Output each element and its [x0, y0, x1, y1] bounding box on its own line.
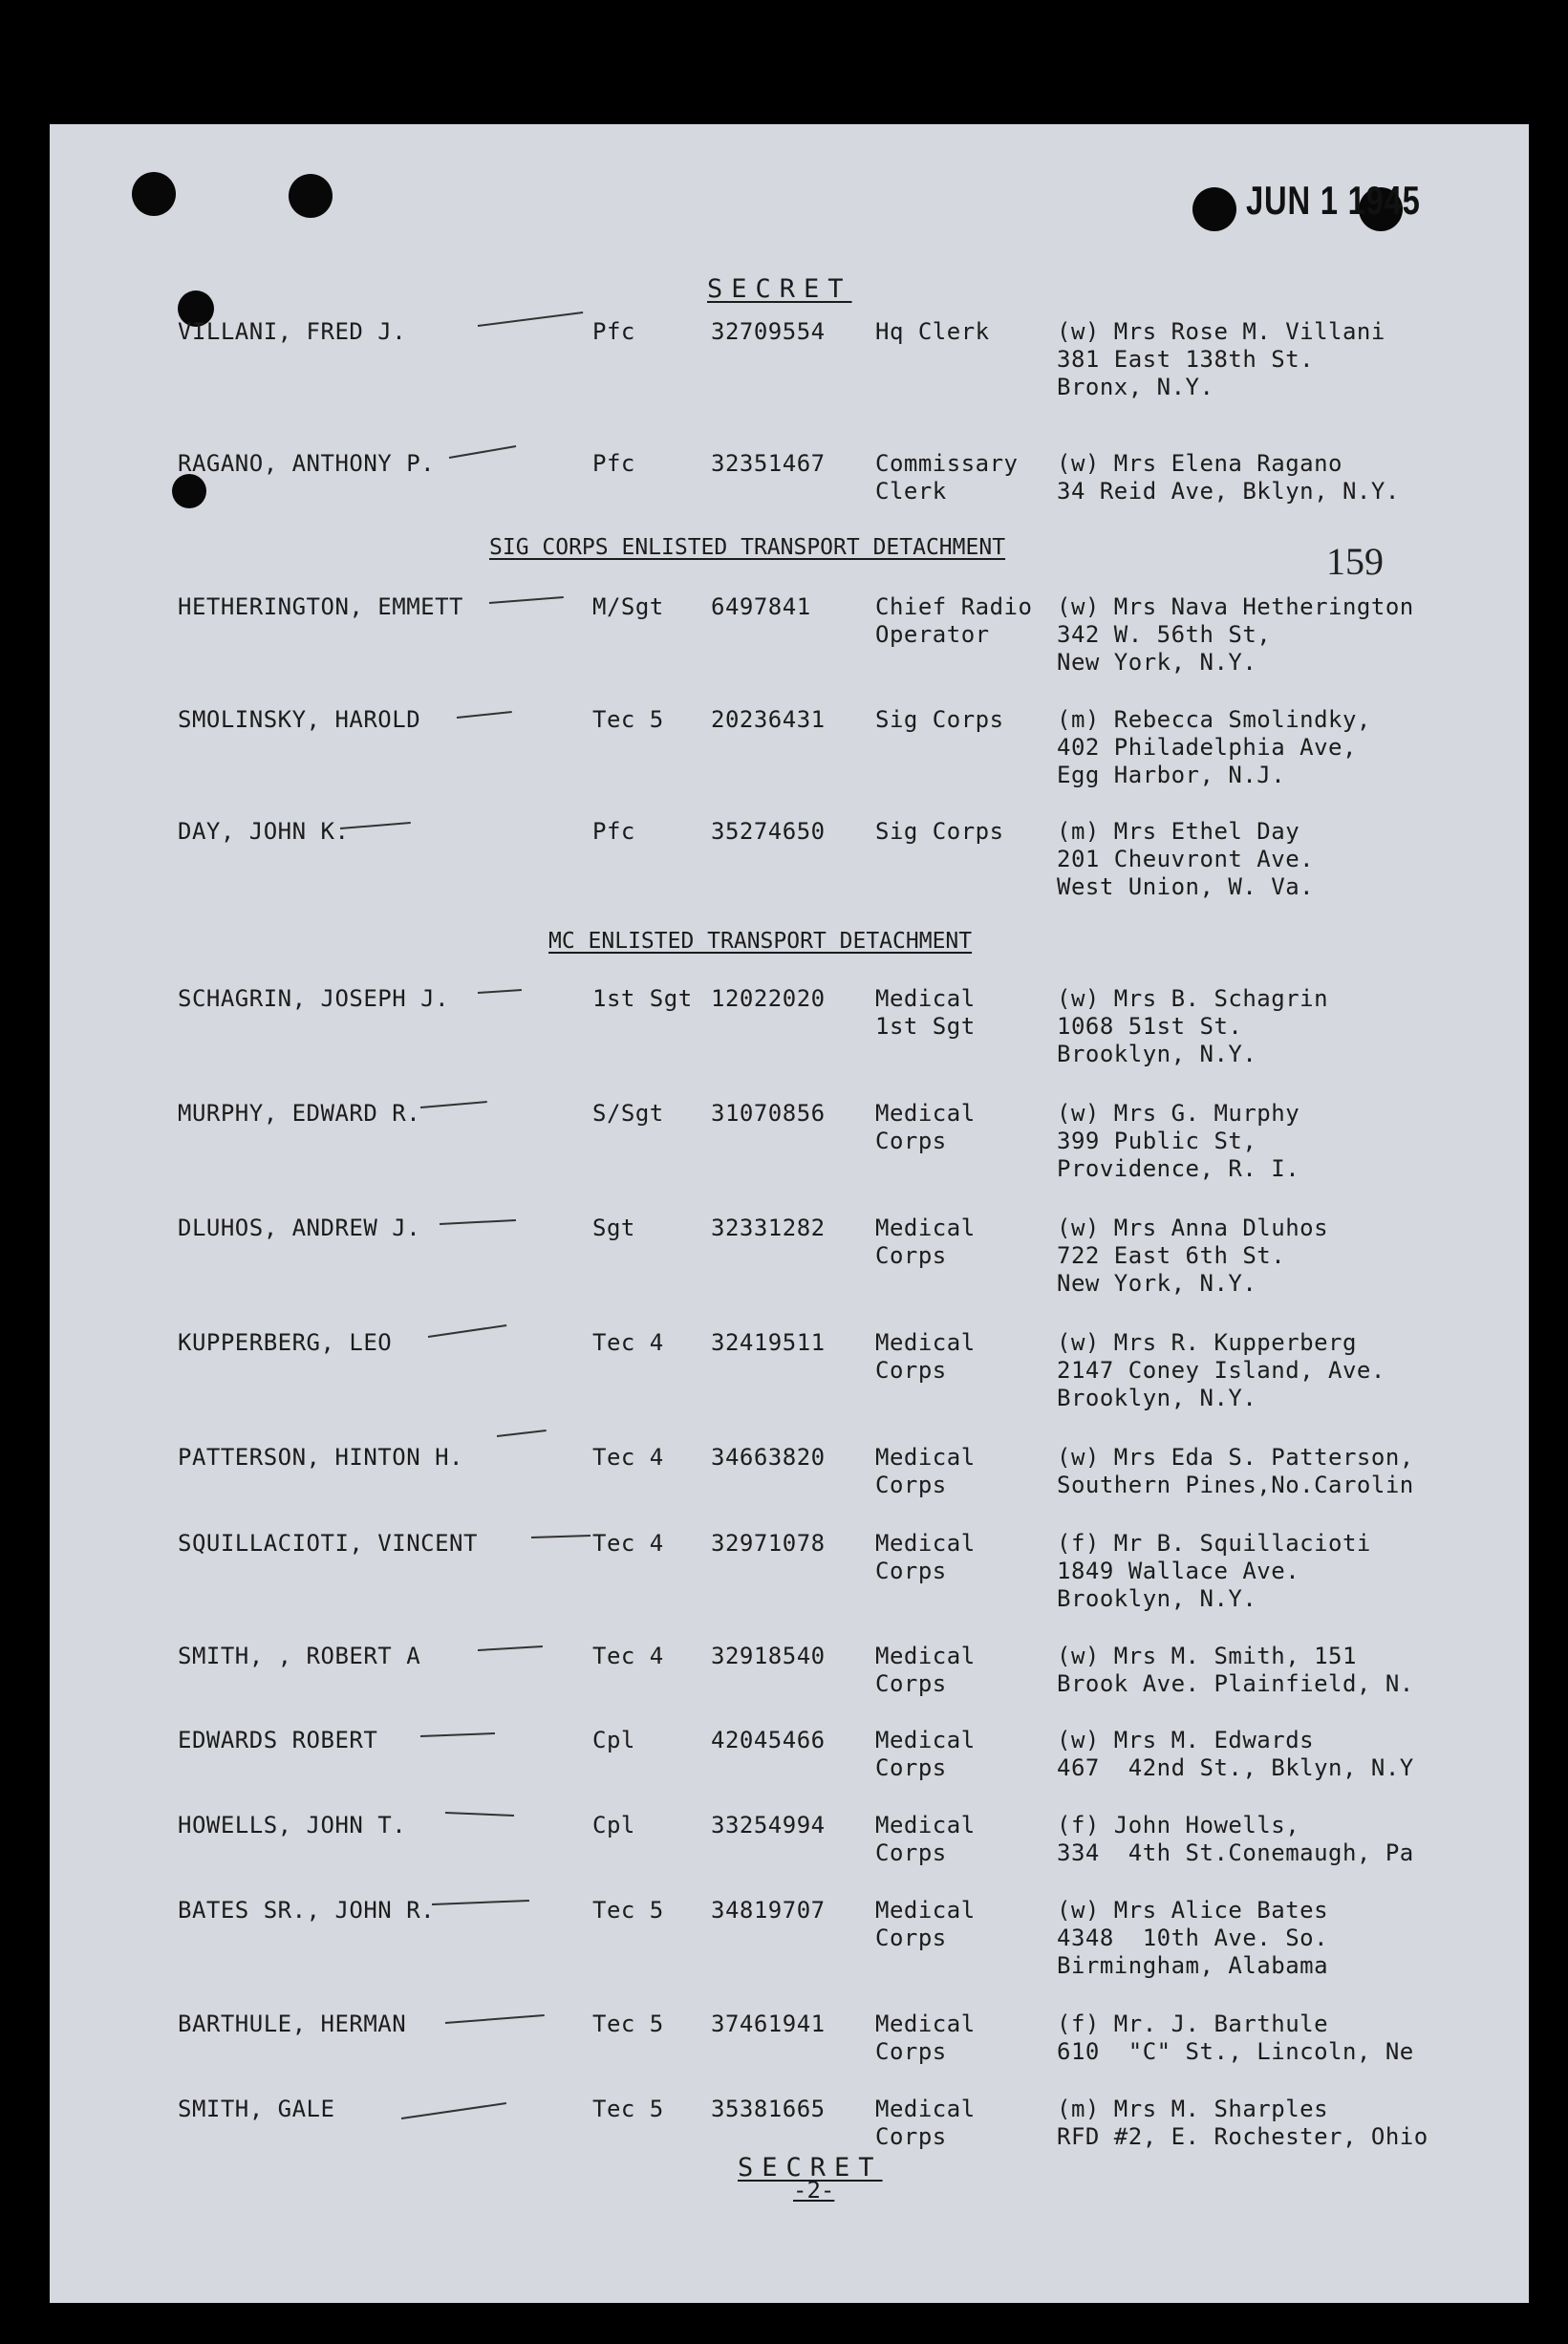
- serial-number: 12022020: [711, 985, 826, 1012]
- soldier-name: SQUILLACIOTI, VINCENT: [178, 1530, 478, 1557]
- soldier-rank: 1st Sgt: [592, 985, 693, 1012]
- duty-line: 1st Sgt: [875, 1013, 976, 1040]
- next-of-kin-line: (w) Mrs Anna Dluhos: [1057, 1215, 1329, 1241]
- duty-line: Chief Radio: [875, 593, 1033, 620]
- duty-line: Corps: [875, 1472, 947, 1498]
- duty-line: Corps: [875, 1754, 947, 1781]
- soldier-rank: Pfc: [592, 818, 635, 845]
- next-of-kin-line: 381 East 138th St.: [1057, 346, 1315, 373]
- soldier-name: PATTERSON, HINTON H.: [178, 1444, 463, 1471]
- section-sig-corps: SIG CORPS ENLISTED TRANSPORT DETACHMENT: [489, 535, 1006, 560]
- duty-line: Medical: [875, 1812, 976, 1839]
- next-of-kin-line: Southern Pines,No.Carolin: [1057, 1472, 1414, 1498]
- serial-number: 32918540: [711, 1643, 826, 1669]
- next-of-kin-line: Egg Harbor, N.J.: [1057, 762, 1286, 788]
- duty-line: Corps: [875, 2038, 947, 2065]
- next-of-kin-line: (m) Mrs M. Sharples: [1057, 2096, 1329, 2122]
- next-of-kin-line: Birmingham, Alabama: [1057, 1952, 1329, 1979]
- next-of-kin-line: (w) Mrs B. Schagrin: [1057, 985, 1329, 1012]
- next-of-kin-line: 201 Cheuvront Ave.: [1057, 846, 1315, 872]
- page-number: 159: [1326, 540, 1384, 583]
- soldier-name: DAY, JOHN K.: [178, 818, 350, 845]
- duty-line: Corps: [875, 1925, 947, 1951]
- soldier-rank: Tec 5: [592, 2011, 664, 2037]
- serial-number: 33254994: [711, 1812, 826, 1839]
- duty-line: Medical: [875, 1100, 976, 1127]
- soldier-name: SMOLINSKY, HAROLD: [178, 706, 421, 733]
- soldier-rank: Tec 4: [592, 1530, 664, 1557]
- next-of-kin-line: (m) Rebecca Smolindky,: [1057, 706, 1371, 733]
- soldier-rank: Tec 5: [592, 1897, 664, 1924]
- serial-number: 42045466: [711, 1727, 826, 1753]
- punch-hole: [172, 474, 206, 508]
- next-of-kin-line: West Union, W. Va.: [1057, 873, 1315, 900]
- next-of-kin-line: 399 Public St,: [1057, 1128, 1257, 1154]
- duty-line: Corps: [875, 2123, 947, 2150]
- next-of-kin-line: 2147 Coney Island, Ave.: [1057, 1357, 1385, 1384]
- soldier-rank: Cpl: [592, 1727, 635, 1753]
- soldier-rank: Tec 4: [592, 1444, 664, 1471]
- soldier-rank: Sgt: [592, 1215, 635, 1241]
- soldier-name: RAGANO, ANTHONY P.: [178, 450, 436, 477]
- next-of-kin-line: Bronx, N.Y.: [1057, 374, 1214, 400]
- soldier-rank: Tec 4: [592, 1329, 664, 1356]
- soldier-rank: Pfc: [592, 450, 635, 477]
- serial-number: 32709554: [711, 318, 826, 345]
- classification-top: SECRET: [707, 274, 852, 304]
- soldier-rank: Tec 4: [592, 1643, 664, 1669]
- duty-line: Medical: [875, 1530, 976, 1557]
- next-of-kin-line: (m) Mrs Ethel Day: [1057, 818, 1300, 845]
- serial-number: 34663820: [711, 1444, 826, 1471]
- duty-line: Corps: [875, 1670, 947, 1697]
- next-of-kin-line: (w) Mrs Elena Ragano: [1057, 450, 1342, 477]
- duty-line: Medical: [875, 1643, 976, 1669]
- serial-number: 32351467: [711, 450, 826, 477]
- duty-line: Medical: [875, 1897, 976, 1924]
- duty-line: Medical: [875, 2011, 976, 2037]
- next-of-kin-line: (f) John Howells,: [1057, 1812, 1300, 1839]
- next-of-kin-line: (w) Mrs M. Edwards: [1057, 1727, 1315, 1753]
- soldier-name: HETHERINGTON, EMMETT: [178, 593, 463, 620]
- duty-line: Corps: [875, 1839, 947, 1866]
- serial-number: 32971078: [711, 1530, 826, 1557]
- duty-line: Sig Corps: [875, 818, 1004, 845]
- next-of-kin-line: Brooklyn, N.Y.: [1057, 1585, 1257, 1612]
- serial-number: 32331282: [711, 1215, 826, 1241]
- duty-line: Medical: [875, 985, 976, 1012]
- soldier-name: VILLANI, FRED J.: [178, 318, 407, 345]
- next-of-kin-line: (w) Mrs Alice Bates: [1057, 1897, 1329, 1924]
- duty-line: Corps: [875, 1558, 947, 1584]
- duty-line: Sig Corps: [875, 706, 1004, 733]
- next-of-kin-line: 467 42nd St., Bklyn, N.Y: [1057, 1754, 1414, 1781]
- soldier-rank: Pfc: [592, 318, 635, 345]
- next-of-kin-line: Brook Ave. Plainfield, N.: [1057, 1670, 1414, 1697]
- next-of-kin-line: (w) Mrs Nava Hetherington: [1057, 593, 1414, 620]
- serial-number: 37461941: [711, 2011, 826, 2037]
- soldier-rank: Cpl: [592, 1812, 635, 1839]
- soldier-name: EDWARDS ROBERT: [178, 1727, 378, 1753]
- duty-line: Operator: [875, 621, 990, 648]
- next-of-kin-line: (w) Mrs Eda S. Patterson,: [1057, 1444, 1414, 1471]
- soldier-rank: M/Sgt: [592, 593, 664, 620]
- next-of-kin-line: 4348 10th Ave. So.: [1057, 1925, 1329, 1951]
- date-stamp: JUN 1 1945: [1246, 178, 1421, 223]
- duty-line: Corps: [875, 1128, 947, 1154]
- duty-line: Medical: [875, 1727, 976, 1753]
- soldier-name: SMITH, , ROBERT A: [178, 1643, 421, 1669]
- next-of-kin-line: (w) Mrs M. Smith, 151: [1057, 1643, 1357, 1669]
- next-of-kin-line: (w) Mrs G. Murphy: [1057, 1100, 1300, 1127]
- soldier-rank: S/Sgt: [592, 1100, 664, 1127]
- soldier-name: BARTHULE, HERMAN: [178, 2011, 407, 2037]
- next-of-kin-line: Providence, R. I.: [1057, 1155, 1300, 1182]
- duty-line: Clerk: [875, 478, 947, 505]
- punch-hole: [1192, 187, 1236, 231]
- next-of-kin-line: RFD #2, E. Rochester, Ohio: [1057, 2123, 1428, 2150]
- soldier-name: MURPHY, EDWARD R.: [178, 1100, 421, 1127]
- serial-number: 34819707: [711, 1897, 826, 1924]
- next-of-kin-line: 722 East 6th St.: [1057, 1242, 1286, 1269]
- soldier-name: SMITH, GALE: [178, 2096, 335, 2122]
- soldier-name: KUPPERBERG, LEO: [178, 1329, 393, 1356]
- next-of-kin-line: (w) Mrs R. Kupperberg: [1057, 1329, 1357, 1356]
- duty-line: Medical: [875, 1215, 976, 1241]
- soldier-name: SCHAGRIN, JOSEPH J.: [178, 985, 450, 1012]
- next-of-kin-line: 334 4th St.Conemaugh, Pa: [1057, 1839, 1414, 1866]
- soldier-name: BATES SR., JOHN R.: [178, 1897, 436, 1924]
- page-footer: -2-: [793, 2177, 835, 2204]
- punch-hole: [289, 174, 333, 218]
- serial-number: 35381665: [711, 2096, 826, 2122]
- duty-line: Corps: [875, 1357, 947, 1384]
- next-of-kin-line: New York, N.Y.: [1057, 649, 1257, 676]
- next-of-kin-line: New York, N.Y.: [1057, 1270, 1257, 1297]
- duty-line: Corps: [875, 1242, 947, 1269]
- serial-number: 32419511: [711, 1329, 826, 1356]
- next-of-kin-line: 610 "C" St., Lincoln, Ne: [1057, 2038, 1414, 2065]
- duty-line: Commissary: [875, 450, 1019, 477]
- next-of-kin-line: Brooklyn, N.Y.: [1057, 1385, 1257, 1411]
- duty-line: Medical: [875, 1444, 976, 1471]
- serial-number: 35274650: [711, 818, 826, 845]
- next-of-kin-line: 342 W. 56th St,: [1057, 621, 1272, 648]
- next-of-kin-line: Brooklyn, N.Y.: [1057, 1041, 1257, 1067]
- soldier-rank: Tec 5: [592, 706, 664, 733]
- duty-line: Medical: [875, 2096, 976, 2122]
- next-of-kin-line: 1068 51st St.: [1057, 1013, 1243, 1040]
- next-of-kin-line: (f) Mr. J. Barthule: [1057, 2011, 1329, 2037]
- serial-number: 31070856: [711, 1100, 826, 1127]
- soldier-name: DLUHOS, ANDREW J.: [178, 1215, 421, 1241]
- next-of-kin-line: 402 Philadelphia Ave,: [1057, 734, 1357, 761]
- punch-hole: [132, 172, 176, 216]
- section-mc: MC ENLISTED TRANSPORT DETACHMENT: [548, 929, 973, 954]
- serial-number: 6497841: [711, 593, 811, 620]
- duty-line: Hq Clerk: [875, 318, 990, 345]
- soldier-name: HOWELLS, JOHN T.: [178, 1812, 407, 1839]
- duty-line: Medical: [875, 1329, 976, 1356]
- next-of-kin-line: (f) Mr B. Squillacioti: [1057, 1530, 1371, 1557]
- serial-number: 20236431: [711, 706, 826, 733]
- classification-bottom: SECRET: [738, 2153, 883, 2183]
- next-of-kin-line: (w) Mrs Rose M. Villani: [1057, 318, 1385, 345]
- next-of-kin-line: 1849 Wallace Ave.: [1057, 1558, 1300, 1584]
- soldier-rank: Tec 5: [592, 2096, 664, 2122]
- next-of-kin-line: 34 Reid Ave, Bklyn, N.Y.: [1057, 478, 1400, 505]
